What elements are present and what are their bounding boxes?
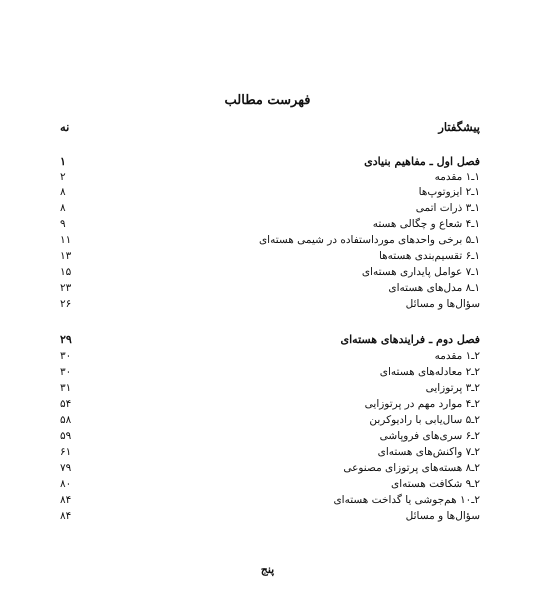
toc-item bbox=[60, 445, 480, 459]
toc-item-label: ۲ـ۳ پرتوزایی bbox=[425, 382, 480, 394]
toc-item-page: ۵۸ bbox=[60, 414, 72, 426]
toc-item-label: ۲ـ۹ شکافت هسته‌ای bbox=[391, 478, 480, 490]
toc-item-label: ۲ـ۱ مقدمه bbox=[434, 350, 480, 362]
toc-item-label: ۱ـ۲ ایزوتوپ‌ها bbox=[418, 186, 480, 198]
toc-item-label: سؤال‌ها و مسائل bbox=[405, 510, 480, 522]
toc-item-page: ۲۳ bbox=[60, 282, 72, 294]
page-title: فهرست مطالب bbox=[224, 93, 311, 108]
toc-preface-label: پیشگفتار bbox=[438, 120, 480, 134]
toc-chapter-2-row bbox=[60, 333, 480, 347]
toc-item bbox=[60, 281, 480, 295]
toc-item-page: ۸۴ bbox=[60, 494, 72, 506]
toc-item bbox=[60, 233, 480, 247]
toc-item bbox=[60, 397, 480, 411]
toc-chapter-page: ۱ bbox=[60, 155, 66, 168]
toc-item-label: ۲ـ۶ سری‌های فروپاشی bbox=[379, 430, 480, 442]
toc-chapter-1-row bbox=[60, 155, 480, 169]
toc-chapter-title: فصل اول ـ مفاهیم بنیادی bbox=[364, 155, 480, 168]
toc-preface-row bbox=[60, 120, 480, 134]
toc-item bbox=[60, 265, 480, 279]
toc-item-label: ۱ـ۳ ذرات اتمی bbox=[415, 202, 480, 214]
toc-item-label: ۲ـ۱۰ هم‌جوشی یا گداخت هسته‌ای bbox=[333, 494, 480, 506]
toc-item-label: ۱ـ۱ مقدمه bbox=[434, 171, 480, 183]
toc-item-page: ۸ bbox=[60, 202, 66, 214]
toc-item bbox=[60, 185, 480, 199]
toc-item bbox=[60, 297, 480, 311]
toc-item bbox=[60, 201, 480, 215]
toc-item-label: ۱ـ۷ عوامل پایداری هسته‌ای bbox=[361, 266, 480, 278]
toc-item-label: ۲ـ۷ واکنش‌های هسته‌ای bbox=[377, 446, 480, 458]
toc-item bbox=[60, 461, 480, 475]
toc-item-label: سؤال‌ها و مسائل bbox=[405, 298, 480, 310]
toc-item-page: ۲ bbox=[60, 171, 66, 183]
toc-item bbox=[60, 249, 480, 263]
toc-item-page: ۱۵ bbox=[60, 266, 72, 278]
toc-item-page: ۸۰ bbox=[60, 478, 72, 490]
toc-item bbox=[60, 493, 480, 507]
toc-item-page: ۱۳ bbox=[60, 250, 72, 262]
toc-item-page: ۳۱ bbox=[60, 382, 72, 394]
toc-item bbox=[60, 413, 480, 427]
toc-item-page: ۵۹ bbox=[60, 430, 72, 442]
toc-item-label: ۲ـ۵ سال‌یابی با رادیوکربن bbox=[369, 414, 480, 426]
toc-chapter-page: ۲۹ bbox=[60, 333, 72, 346]
toc-item-label: ۱ـ۸ مدل‌های هسته‌ای bbox=[388, 282, 480, 294]
toc-item bbox=[60, 217, 480, 231]
toc-item-page: ۱۱ bbox=[60, 234, 72, 246]
toc-item-page: ۶۱ bbox=[60, 446, 72, 458]
toc-item-page: ۷۹ bbox=[60, 462, 72, 474]
toc-item-label: ۱ـ۶ تقسیم‌بندی هسته‌ها bbox=[378, 250, 480, 262]
toc-item-page: ۸ bbox=[60, 186, 66, 198]
toc-item bbox=[60, 381, 480, 395]
toc-item-page: ۳۰ bbox=[60, 350, 72, 362]
toc-item bbox=[60, 509, 480, 523]
toc-item-label: ۲ـ۸ هسته‌های پرتوزای مصنوعی bbox=[343, 462, 480, 474]
toc-item bbox=[60, 477, 480, 491]
toc-preface-page: نه bbox=[60, 120, 70, 134]
toc-item-label: ۱ـ۵ برخی واحدهای مورداستفاده در شیمی هسته‌ای bbox=[258, 234, 480, 246]
toc-item-label: ۲ـ۲ معادله‌های هسته‌ای bbox=[379, 366, 480, 378]
toc-item-page: ۳۰ bbox=[60, 366, 72, 378]
toc-item bbox=[60, 429, 480, 443]
toc-item-page: ۹ bbox=[60, 218, 66, 230]
page-number-footer: پنج bbox=[260, 563, 275, 576]
toc-item-page: ۲۶ bbox=[60, 298, 72, 310]
toc-item bbox=[60, 170, 480, 184]
toc-item-page: ۵۴ bbox=[60, 398, 72, 410]
toc-chapter-title: فصل دوم ـ فرایندهای هسته‌ای bbox=[340, 333, 480, 346]
toc-item-page: ۸۴ bbox=[60, 510, 72, 522]
toc-item bbox=[60, 365, 480, 379]
toc-item-label: ۲ـ۴ موارد مهم در پرتوزایی bbox=[364, 398, 480, 410]
toc-item-label: ۱ـ۴ شعاع و چگالی هسته bbox=[372, 218, 480, 230]
toc-item bbox=[60, 349, 480, 363]
